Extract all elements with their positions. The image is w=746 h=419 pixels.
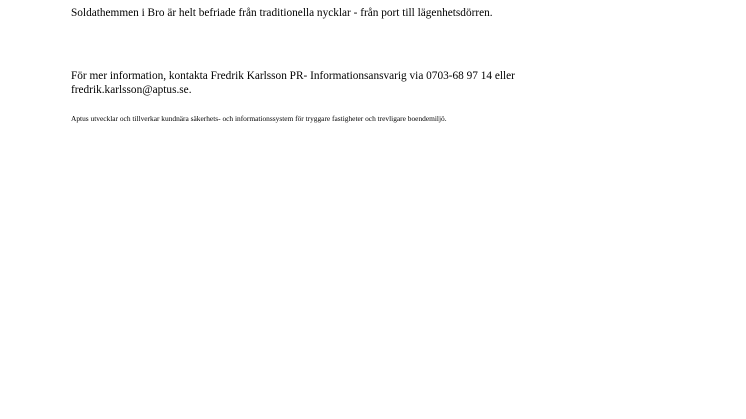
intro-paragraph: Soldathemmen i Bro är helt befriade från traditionella nycklar - från port till lägenhetsdörren. [71,7,493,19]
contact-line-2: fredrik.karlsson@aptus.se. [71,84,192,96]
contact-line-1: För mer information, kontakta Fredrik Karlsson PR- Informationsansvarig via 0703-68 97 14 eller [71,70,515,82]
contact-paragraph [71,69,515,97]
about-paragraph: Aptus utvecklar och tillverkar kundnära säkerhets- och informationssystem för tryggare fastigheter och trevligare boendemiljö. [71,114,447,123]
